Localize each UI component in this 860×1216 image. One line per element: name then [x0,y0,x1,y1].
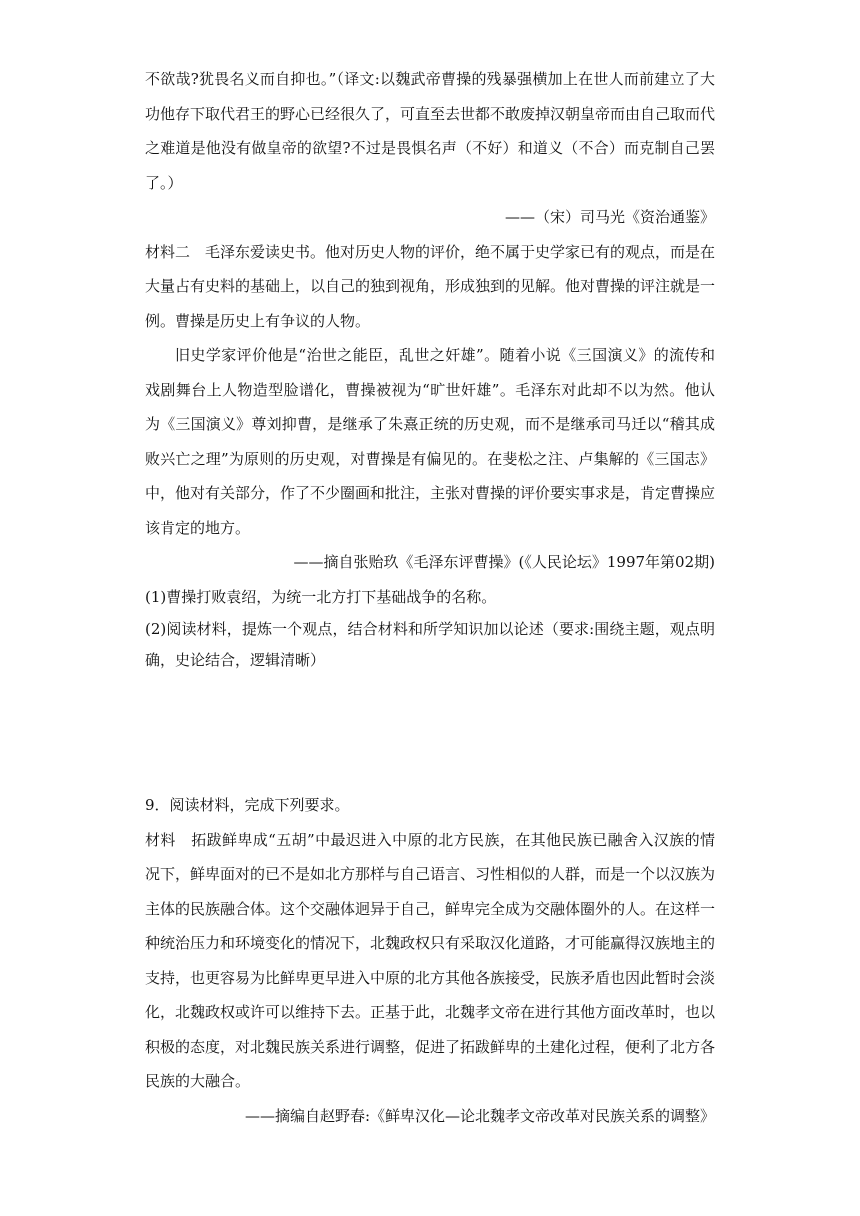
question1: (1)曹操打败袁绍，为统一北方打下基础战争的名称。 [145,587,497,606]
answer-space [145,676,715,788]
question9-title: 9．阅读材料，完成下列要求。 [145,796,350,814]
question9-material: 材料 拓跋鲜卑成“五胡”中最迟进入中原的北方民族，在其他民族已融舍入汉族的情况下，鲜卑面对的已不是如北方那样与自己语言、习性相似的人群，而是一个以汉族为主体的民族融合体。这个交融体迥异于自己，鲜卑完全成为交融体圈外的人。在这样一种统治压力和环境变化的情况下，北魏政权只有采取汉化道路，才可能赢得汉族地主的支持，也更容易为比鲜卑更早进入中原的北方其他各族接受，民族矛盾也因此暂时会淡化，北魏政权或许可以维持下去。正基于此，北魏孝文帝在进行其他方面改革时，也以积极的态度，对北魏民族关系进行调整，促进了拓跋鲜卑的土建化过程，便利了北方各民族的大融合。 [145,830,716,1090]
document-page [145,62,715,1133]
material2-paragraph1: 材料二 毛泽东爱读史书。他对历史人物的评价，绝不属于史学家已有的观点，而是在大量占有史料的基础上，以自己的独到视角，形成独到的见解。他对曹操的评注就是一例。曹操是历史上有争议的人物。 [145,242,716,330]
material1-continuation: 不欲哉?犹畏名义而自抑也。”（译文:以魏武帝曹操的残暴强横加上在世人而前建立了大功他存下取代君王的野心已经很久了，可直至去世都不敢废掉汉朝皇帝而由自己取而代之难道是他没有做皇帝的欲望?不过是畏惧名声（不好）和道义（不合）而克制自己罢了。） [145,70,716,192]
material1-source: ——（宋）司马光《资治通鉴》 [504,208,715,226]
material2-paragraph2: 旧史学家评价他是“治世之能臣，乱世之奸雄”。随着小说《三国演义》的流传和戏剧舞台上人物造型脸谱化，曹操被视为“旷世奸雄”。毛泽东对此却不以为然。他认为《三国演义》尊刘抑曹，是继承了朱熹正统的历史观，而不是继承司马迁以“稽其成败兴亡之理”为原则的历史观，对曹操是有偏见的。在斐松之注、卢集解的《三国志》中，他对有关部分，作了不少圈画和批注，主张对曹操的评价要实事求是，肯定曹操应该肯定的地方。 [145,346,716,537]
question2: (2)阅读材料，提炼一个观点，结合材料和所学知识加以论述（要求:围绕主题，观点明确，史论结合，逻辑清晰） [145,620,715,669]
material2-source: ——摘自张贻玖《毛泽东评曹操》(《人民论坛》1997年第02期) [293,553,715,571]
question9-source: ——摘编自赵野春:《鲜卑汉化—论北魏孝文帝改革对民族关系的调整》 [244,1106,715,1125]
